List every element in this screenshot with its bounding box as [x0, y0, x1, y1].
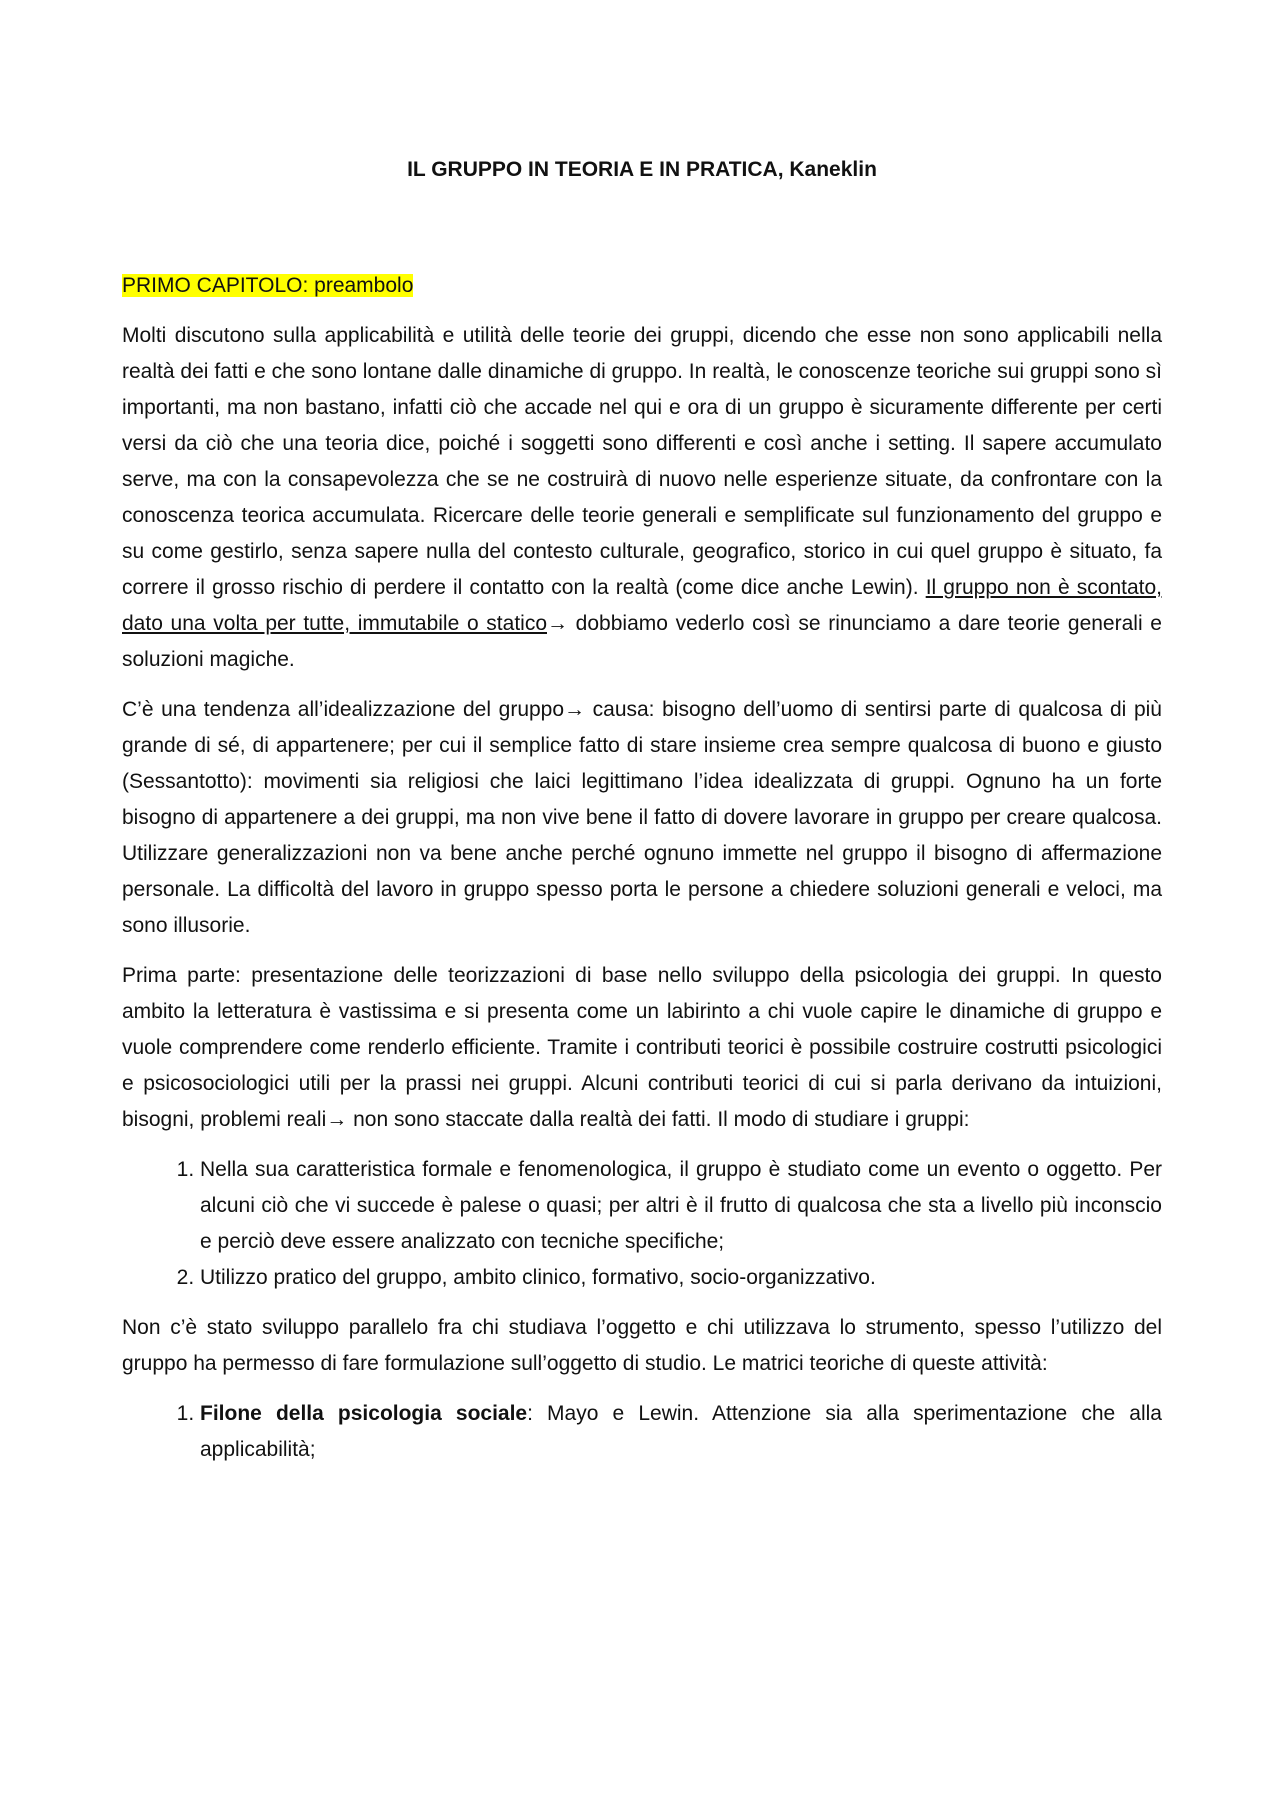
study-methods-list: [122, 1152, 1162, 1296]
paragraph-1: [122, 318, 1162, 678]
paragraph-2-intro: C’è una tendenza all’idealizzazione del gruppo: [122, 698, 565, 721]
list-item-text: : Mayo e Lewin. Attenzione sia alla sperimentazione che alla applicabilità;: [200, 1402, 1162, 1461]
list-item: [200, 1396, 1162, 1468]
list-item: 1. Nella sua caratteristica formale e fenomenologica, il gruppo è studiato come un evento o oggetto. Per alcuni ciò che vi succede è palese o quasi; per altri è il frutto di qualcosa che sta a livello più inconscio e perciò deve essere analizzato con tecniche specifiche;: [200, 1152, 1162, 1260]
highlighted-chapter-title: PRIMO CAPITOLO: preambolo: [122, 274, 414, 297]
right-arrow-icon: →: [547, 612, 568, 635]
paragraph-1-text: Molti discutono sulla applicabilità e utilità delle teorie dei gruppi, dicendo che esse non sono applicabili nella realtà dei fatti e che sono lontane dalle dinamiche di gruppo. In realtà, le conoscenze teoriche sui gruppi sono sì importanti, ma non bastano, infatti ciò che accade nel qui e ora di un gruppo è sicuramente differente per certi versi da ciò che una teoria dice, poiché i soggetti sono differenti e così anche i setting. Il sapere accumulato serve, ma con la consapevolezza che se ne costruirà di nuovo nelle esperienze situate, da confrontare con la conoscenza teorica accumulata. Ricercare delle teorie generali e semplificate sul funzionamento del gruppo e su come gestirlo, senza sapere nulla del contesto culturale, geografico, storico in cui quel gruppo è situato, fa correre il grosso rischio di perdere il contatto con la realtà (come dice anche Lewin).: [122, 324, 1162, 599]
chapter-heading: [122, 268, 1162, 304]
list-item-lead: Filone della psicologia sociale: [200, 1402, 528, 1425]
paragraph-4: Non c’è stato sviluppo parallelo fra chi studiava l’oggetto e chi utilizzava lo strumento, spesso l’utilizzo del gruppo ha permesso di fare formulazione sull’oggetto di studio. Le matrici teoriche di queste attività:: [122, 1316, 1162, 1375]
paragraph-2: [122, 692, 1162, 944]
paragraph-3-conclusion: non sono staccate dalla realtà dei fatti. Il modo di studiare i gruppi:: [347, 1108, 970, 1131]
theoretical-matrices-list: [122, 1396, 1162, 1468]
document-title: IL GRUPPO IN TEORIA E IN PRATICA, Kaneklin: [407, 158, 877, 181]
right-arrow-icon: →: [564, 698, 586, 721]
right-arrow-icon: →: [326, 1108, 348, 1131]
underlined-statement: Il gruppo non è scontato, dato una volta per tutte, immutabile o statico: [122, 576, 1162, 635]
paragraph-1-conclusion: dobbiamo vederlo così se rinunciamo a dare teorie generali e soluzioni magiche.: [122, 612, 1162, 671]
list-item: 2. Utilizzo pratico del gruppo, ambito clinico, formativo, socio-organizzativo.: [200, 1260, 1162, 1296]
paragraph-3: [122, 958, 1162, 1138]
document-page: [122, 152, 1162, 1482]
paragraph-2-text: causa: bisogno dell’uomo di sentirsi parte di qualcosa di più grande di sé, di appartenere; per cui il semplice fatto di stare insieme crea sempre qualcosa di buono e giusto (Sessantotto): movimenti sia religiosi che laici legittimano l’idea idealizzata di gruppi. Ognuno ha un forte bisogno di appartenere a dei gruppi, ma non vive bene il fatto di dovere lavorare in gruppo per creare qualcosa. Utilizzare generalizzazioni non va bene anche perché ognuno immette nel gruppo il bisogno di affermazione personale. La difficoltà del lavoro in gruppo spesso porta le persone a chiedere soluzioni generali e veloci, ma sono illusorie.: [122, 698, 1162, 937]
paragraph-3-text: Prima parte: presentazione delle teorizzazioni di base nello sviluppo della psicologia dei gruppi. In questo ambito la letteratura è vastissima e si presenta come un labirinto a chi vuole capire le dinamiche di gruppo e vuole comprendere come renderlo efficiente. Tramite i contributi teorici è possibile costruire costrutti psicologici e psicosociologici utili per la prassi nei gruppi. Alcuni contributi teorici di cui si parla derivano da intuizioni, bisogni, problemi reali: [122, 964, 1162, 1131]
